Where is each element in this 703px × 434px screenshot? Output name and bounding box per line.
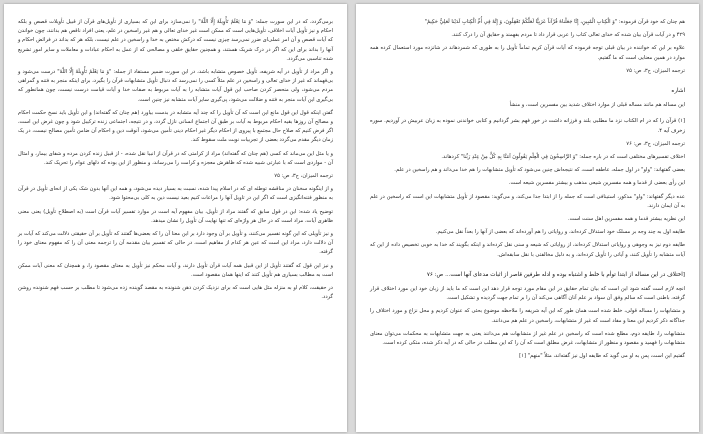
paragraph: گفتیم این است، پس به او می گوید که طایفه اول نیز گفته‌اند، مثلاً "منهم" [۱] [519, 353, 685, 360]
paragraph: بعضی گفتهاند: "واو" در اول جمله، عاطفه است، که نتیجه‌اش چنین می‌شود که تأویل متشابهات را هم خدا می‌داند و هم راسخین در علم. [394, 167, 685, 174]
paragraph: و متشابهات را مساله قولی، خلط شده است همان طور که این آیه شریفه را ملاحظه موضوع بحثی که عنوان کردیم و محل نزاع و مورد اختلاف را جداگانه ذکر کردیم این معنا و مفاد است که غیر از متشابهات، راسخین در علم هم می‌دانند. [370, 308, 685, 324]
page-reference: ترجمه المیزان، ج۳، ص: ۷۵ [274, 173, 333, 180]
paragraph: متشابهات را، طایفه دوم، مطلع شده است که راسخین در علم غیر از متشابهات هم می‌دانند یعنی به جهت متشابهات به محکمات می‌توان معنای متشابهات را فهمید و مقصود و منظور از متشابهات، غرض مطلق است که آن را که این مطلب در حالی که در آیه ذکر شده، متکی کرده است. [370, 330, 685, 347]
paragraph: اختلاف تفسیرهای مختلفی است که در باره جمله: "وَ الرَّاسِخُونَ فِي الْعِلْمِ يَقُولُونَ آمَنَّا بِهِ كُلٌّ مِنْ عِنْدِ رَبِّنا" کردهاند. [441, 154, 685, 161]
right-page-text [370, 18, 685, 426]
left-page-text [18, 18, 333, 426]
paragraph: هم چنان که خود قرآن فرموده: "وَ الْكِتابِ الْمُبِينِ، إِنَّا جَعَلْناهُ قُرْآناً عَرَبِيًّا لَعَلَّكُمْ تَعْقِلُونَ، وَ إِنَّهُ فِي أُمِّ الْكِتابِ لَدَيْنا لَعَلِيٌّ حَكِيمٌ" [424, 19, 685, 25]
paragraph: در حقیقت، کلام او به منزله مثل هایی است که برای نزدیک کردن ذهن شنونده به مقصد گوینده زده می‌شود تا مطلب بر حسب فهم شنونده روشن گردد. [18, 285, 333, 301]
paragraph: این رأی بعضی از قدما و همه مفسرین شیعی مذهب و بیشتر مفسرین شیعه است. [508, 180, 685, 187]
right-page [356, 4, 699, 432]
section-heading: اشاره [671, 88, 685, 95]
paragraph: و اگر مراد از تأویل در آیه شریفه، تأویل خصوص متشابه باشد، در این سورت ضمیر مستفاد از جمله: "وَ مَا یَعْلَمُ تَأْوِیلَهُ إِلَّا اللَّهُ" درست می‌شود و بی‌فهماند که غیر از خدای تعالی و راسخین در علم مثلاً کسی را نمی‌رسد که دنبال تأویل متشابهات قرآن را بگیرد، برای اینکه منجر به فتنه و گمراهی مردم می‌شود، ولی منحصر کردن صاحب این قول آیات متشابه را به آیات مربوط به صفات خدا و آیات قیامت درست نیست، چون همانطور که بی‌گیری این آیات منجر به فتنه و ضلالت می‌شود، پی‌گیری سایر آیات متشابه نیز چنین است. [18, 69, 333, 103]
section-heading: [اختلاف در این مساله از ابتدا توأم با خلط و اشتباه بوده و ادله طرفین قاصر از اثبات مدعای آنها است... ص: ۷۶ [426, 271, 685, 278]
page-reference: ترجمه المیزان، ج۳، ص: ۷۶ [626, 140, 685, 147]
paragraph: و از اینگونه سخنان در مناقشه توطئه ای که در اسلام پیدا شده، نسبت به بسیار دیده می‌شود، و همه این آنها بدون شک یکی از انحای تأویل در قرآن به منظور فتنه‌انگیزی است که اگر این در تاویل آنها را مراعات کنیم بعید نیست دین به کلی بی‌محتوا شود. [18, 186, 333, 202]
paragraph: و یا مثل این می‌ماند که کسی (هم چنان که گفته‌اند) مراد از کرامتی که در قرآن از انبیا نقل شده، - از قبیل زنده کردن مرده و شفای بیمار، و امثال آن - مواردی است که با عبارتی شبیه شده که ظاهرش معجزه و کرامت را می‌رساند، و منظور از این بوده که دلهای عوام را تحریک کند. [18, 150, 333, 166]
paragraph: طایفه اول به چند وجه بر مسلک خود استدلال کرده‌اند، و روایاتی را هم آورده‌اند که بعضی از آنها را بعداً نقل می‌کنیم. [435, 229, 685, 236]
paragraph: طایفه دوم نیز به وجوهی و روایاتی استدلال کرده‌اند، از روایاتی که شیعه و سنی نقل کرده‌اند و اینکه بگویند که خدا به خوبی تخصیص داده از این که آیات متشابه را تأویل کنند، و آیاتی را تأویل کرده‌اند، و به دلیل مخالفتی با نقل سابقه‌اش. [370, 242, 685, 258]
paragraph: گفتن اینکه قول این قول مانع این است که آن تأویل را که چند آیه متشابه در بدست بیاورد (هم چنان که گفته‌اند) و این تأویل باید نسخ حکمت احکام و مصالح آن روزها بقیه احکام مربوط به آیات بر طبق آن اجتماع انسانی نازل گردد، و در نتیجه، اجتماعی زنده ترکیبل شود و چون غرض این است، اگر فرض کنیم که صلاح حال مجتمع با پیروی از احکام دیگر غیر احکام دینی تأمین می‌شود، آنوقت دین و احکام آن ضامن تأمین مصالح نیست، در یک زمان دیگر مقدم می‌گردد بعضی از تجربیات نوبت ملت سقوط کند. [18, 109, 333, 144]
paragraph: توضیح یاد شده: این در قول سابق که گفتند مراد از تأویل، بیان مفهوم آیه است در موارد تفسیر آیات قرآن است (به اصطلاح تأویل) یعنی معنی ظاهری آیات، مراد است که در حال هر واژه‌ای که تنها نهایت آن تأویل را نشان میدهد. [18, 208, 333, 224]
paragraph: انچه لازم است گفته شود این است که بیان تمام حقایق در این مقام مورد توجه قرار دهد این است که ما باید از زبان خود این مورد اختلاف قرار گرفته، باطنی است که سالم وفق آن سواد بر علم آنان آگاهی می‌کند آن را بر تمام جهت گردیده و تشکیل است. [370, 286, 685, 302]
paragraph: برمی‌گردد، که در این سورت جمله: "وَ مَا یَعْلَمُ تَأْوِیلَهُ إِلَّا اللَّهُ" را نمی‌سازد برای این که بسیاری از تأویل‌های قرآن از قبیل تأویلات قصص و بلکه احکام و نیز تأویل آیات اخلاقی، تأویل‌هایی است که ممکن است غیر خدای تعالی و هم غیر راسخین در علم، یعنی افراد ناقص هم بدانند، چون خواندن که آیات قصص و آن امر عملی‌ای ضرر نمی‌رسد چیزی نیست که درکش مختص به خدا و راسخین در علم نیست، بلکه هر که بداند در فرائض احکام و آنها را بداند برای این که اگر در درک شریک هستند، و همچنین حقایق خلقی و مصالحی که از عمل به احکام عبادات و معاملات و سایر امور تشریع شده تناسبی می‌گردد. [18, 19, 333, 62]
paragraph: و نیز این قول که گفتند تأویل از این قبیل همه آیات قرآن تأویل دارند، و آیات محکم نیز تأویل به معنای مقصود را، و همچنان که معنی آیات ممکن است به مطالب بسیاری هم تأویل کنند که اینها همان مقصود است. [18, 262, 333, 278]
paragraph: این نظریه بیشتر قدما و همه مفسرین اهل سنت است. [567, 216, 685, 223]
paragraph: عده دیگر گفتهاند: "واو" مذکور، استینافی است که جمله را از ابتدا جدا می‌کند، و می‌گوید: مقصود از تأویل متشابهات این است که راسخین در علم به آن ایمان دارند. [370, 193, 685, 209]
paragraph: و نیز تأویلی که این گونه تفسیر می‌کنند، و تأویل بر آن وجود دارد بر این معنا آن را که بعضی‌ها گفتند که تأویل بر آن حقیقتی دلالت می‌کند که آیات بر آن دلالت دارد، مراد این است که عین هر کدام از مفاهیم است، در حالی که تفسیر بیان مقدمه آن را ترجمه معنی آن را که مفهوم معنای خود را گرفته. [18, 231, 333, 256]
paragraph: علاوه بر این که خواننده در بیان قبلی توجه فرموده که آیات قرآن کریم تماماً تأویل را به طوری که شمردهاند در شانزده مورد استعمال کرده همه موارد در همین معنایی است که ما گفتیم. [370, 45, 685, 61]
footnote: [۱) قرآن را که در ام الکتاب نزد ما مطلبی بلند و فرزانه داشت در خور فهم بشر گردانیم و کتابی خواندنی نموده به زبان عربیش در آوردیم. سوره زخرف آیه ۴. [370, 118, 685, 134]
paragraph: این مساله هم مانند مساله قبلی از موارد اختلاف شدید بین مفسرین است، و منشأ [509, 102, 685, 109]
paragraph: ۴۲۹ و در آیات قرآن بیان شده که خدای تعالی کتاب را عربی قرار داد تا مردم بفهمند و حقایق آن را درک کنند. [451, 32, 685, 39]
left-page [4, 4, 347, 432]
page-reference: ترجمه المیزان، ج۳، ص: ۷۵ [626, 67, 685, 74]
